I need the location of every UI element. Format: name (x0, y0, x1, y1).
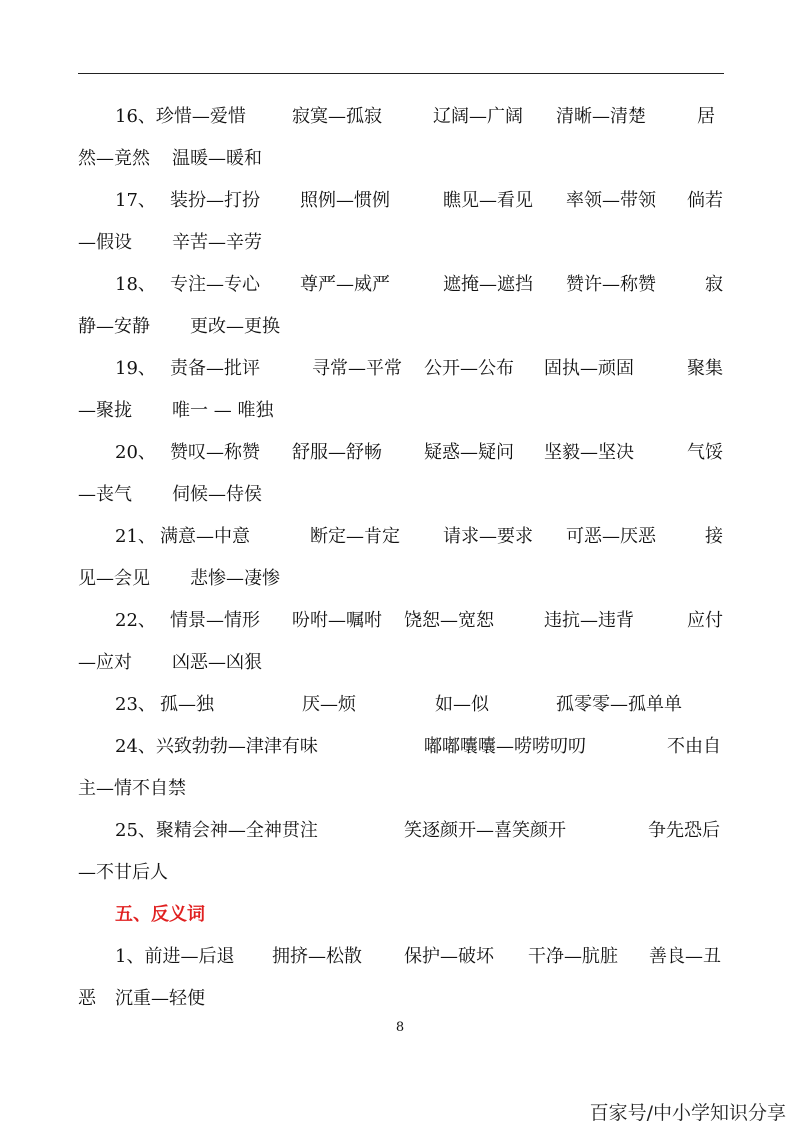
header-rule (78, 73, 724, 74)
synonym-item: —应对 (78, 652, 132, 673)
page-number: 8 (395, 1020, 405, 1035)
text-line (78, 180, 724, 222)
text-line (78, 852, 724, 894)
synonym-item: 应付 (687, 610, 723, 631)
synonym-item: 率领—带领 (566, 190, 656, 211)
synonym-item: 尊严—威严 (300, 274, 390, 295)
synonym-item: 凶恶—凶狠 (172, 652, 262, 673)
synonym-item: 断定—肯定 (310, 526, 400, 547)
antonym-item: 恶 (78, 988, 96, 1009)
text-line (78, 96, 724, 138)
synonym-item: 接 (705, 526, 723, 547)
synonym-item: 遮掩—遮挡 (443, 274, 533, 295)
synonym-item: 然—竟然 (78, 148, 150, 169)
text-line (78, 558, 724, 600)
synonym-item: 情景—情形 (170, 610, 260, 631)
item-number: 20、 (115, 442, 156, 463)
text-line (78, 768, 724, 810)
item-number: 21、 (115, 526, 156, 547)
synonym-item: 寻常—平常 (312, 358, 402, 379)
text-line (78, 432, 724, 474)
text-line (78, 936, 724, 978)
synonym-item: 舒服—舒畅 (292, 442, 382, 463)
text-line (78, 306, 724, 348)
text-line (78, 600, 724, 642)
synonym-item: —不甘后人 (78, 862, 168, 883)
synonym-item: 倘若 (687, 190, 723, 211)
item-number: 18、 (115, 274, 156, 295)
text-line (78, 978, 724, 1020)
item-number: 19、 (115, 358, 156, 379)
synonym-item: 温暖—暖和 (172, 148, 262, 169)
synonym-item: 可恶—厌恶 (566, 526, 656, 547)
synonym-item: 赞许—称赞 (566, 274, 656, 295)
synonym-item: 主—情不自禁 (78, 778, 186, 799)
text-line (78, 348, 724, 390)
synonym-item: 责备—批评 (170, 358, 260, 379)
synonym-item: 气馁 (687, 442, 723, 463)
antonym-item: 善良—丑 (649, 946, 721, 967)
synonym-item: —丧气 (78, 484, 132, 505)
synonym-item: 吩咐—嘱咐 (292, 610, 382, 631)
antonym-item: 保护—破坏 (404, 946, 494, 967)
text-line (78, 810, 724, 852)
item-number: 22、 (115, 610, 156, 631)
synonym-item: 16、珍惜—爱惜 (115, 106, 246, 127)
synonym-item: 唯一 — 唯独 (172, 400, 274, 421)
synonym-item: 25、聚精会神—全神贯注 (115, 820, 318, 841)
synonym-item: 请求—要求 (443, 526, 533, 547)
synonym-item: —假设 (78, 232, 132, 253)
synonym-item: 辛苦—辛劳 (172, 232, 262, 253)
synonym-item: 违抗—违背 (544, 610, 634, 631)
synonym-item: 满意—中意 (160, 526, 250, 547)
synonym-item: 孤零零—孤单单 (556, 694, 682, 715)
synonym-item: 悲惨—凄惨 (190, 568, 280, 589)
synonym-item: 疑惑—疑问 (424, 442, 514, 463)
synonym-item: 伺候—侍侯 (172, 484, 262, 505)
synonym-item: 24、兴致勃勃—津津有味 (115, 736, 318, 757)
synonym-item: 坚毅—坚决 (544, 442, 634, 463)
text-line (78, 726, 724, 768)
synonym-item: —聚拢 (78, 400, 132, 421)
item-number: 23、 (115, 694, 156, 715)
antonym-item: 沉重—轻便 (115, 988, 205, 1009)
synonym-item: 固执—顽固 (544, 358, 634, 379)
synonym-item: 居 (697, 106, 715, 127)
synonym-item: 公开—公布 (424, 358, 514, 379)
synonym-item: 笑逐颜开—喜笑颜开 (404, 820, 566, 841)
synonym-item: 孤—独 (160, 694, 214, 715)
synonym-item: 饶恕—宽恕 (404, 610, 494, 631)
section-heading: 五、反义词 (115, 904, 205, 925)
synonym-item: 见—会见 (78, 568, 150, 589)
synonym-item: 嘟嘟囔囔—唠唠叨叨 (424, 736, 586, 757)
synonym-item: 清晰—清楚 (556, 106, 646, 127)
antonym-item: 1、前进—后退 (115, 946, 235, 967)
antonym-item: 干净—肮脏 (528, 946, 618, 967)
document-body (78, 96, 724, 1020)
text-line (78, 642, 724, 684)
synonym-item: 赞叹—称赞 (170, 442, 260, 463)
text-line (78, 264, 724, 306)
synonym-item: 照例—惯例 (300, 190, 390, 211)
synonym-item: 瞧见—看见 (443, 190, 533, 211)
synonym-item: 如—似 (435, 694, 489, 715)
synonym-item: 静—安静 (78, 316, 150, 337)
section-heading-line (78, 894, 724, 936)
synonym-item: 装扮—打扮 (170, 190, 260, 211)
synonym-item: 争先恐后 (648, 820, 720, 841)
synonym-item: 更改—更换 (190, 316, 280, 337)
watermark: 百家号/中小学知识分享 (589, 1102, 786, 1124)
synonym-item: 厌—烦 (302, 694, 356, 715)
text-line (78, 138, 724, 180)
text-line (78, 684, 724, 726)
synonym-item: 不由自 (667, 736, 721, 757)
item-number: 17、 (115, 190, 156, 211)
text-line (78, 390, 724, 432)
text-line (78, 474, 724, 516)
synonym-item: 寂 (705, 274, 723, 295)
synonym-item: 寂寞—孤寂 (292, 106, 382, 127)
antonym-item: 拥挤—松散 (272, 946, 362, 967)
synonym-item: 聚集 (687, 358, 723, 379)
text-line (78, 516, 724, 558)
synonym-item: 专注—专心 (170, 274, 260, 295)
synonym-item: 辽阔—广阔 (433, 106, 523, 127)
text-line (78, 222, 724, 264)
